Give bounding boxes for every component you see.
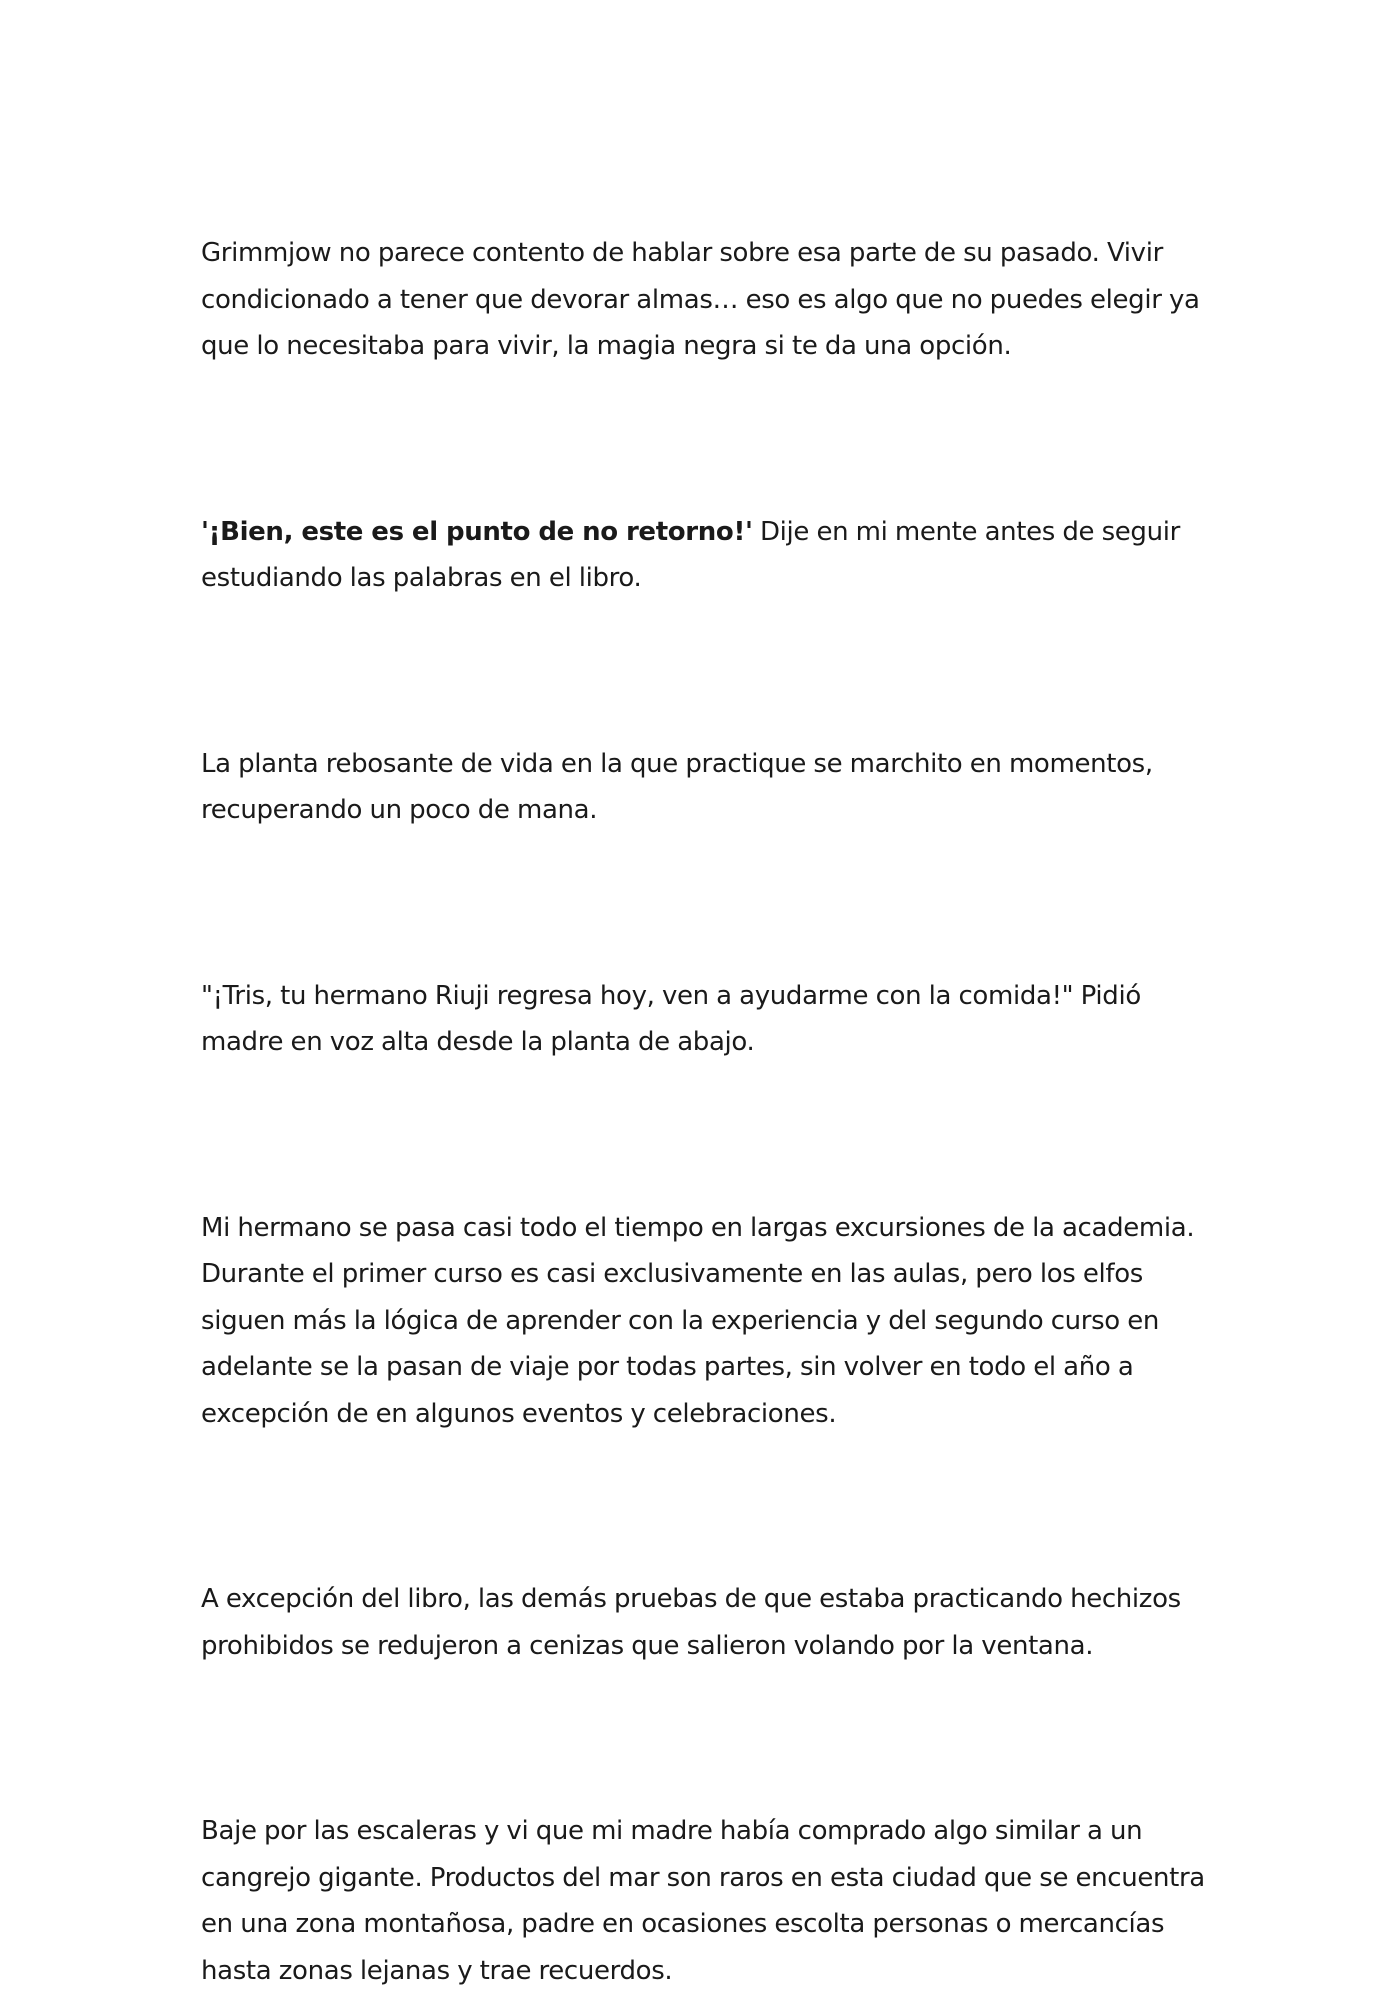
paragraph-7: [201, 1808, 1211, 1994]
paragraph-5-text: Mi hermano se pasa casi todo el tiempo en largas excursiones de la academia. Durante el primer curso es casi exclusivamente en las aulas, pero los elfos siguen más la lógica de aprender con la experiencia y del segundo curso en adelante se la pasan de viaje por todas partes, sin volver en todo el año a excepción de en algunos eventos y celebraciones.: [201, 1212, 1195, 1429]
paragraph-6-text: A excepción del libro, las demás pruebas de que estaba practicando hechizos prohibidos se redujeron a cenizas que salieron volando por la ventana.: [201, 1584, 1181, 1661]
paragraph-4-text: "¡Tris, tu hermano Riuji regresa hoy, ven a ayudarme con la comida!" Pidió madre en voz alta desde la planta de abajo.: [201, 980, 1141, 1057]
paragraph-3: [201, 741, 1211, 834]
paragraph-4: [201, 973, 1211, 1066]
paragraph-2-bold-thought: '¡Bien, este es el punto de no retorno!': [201, 516, 753, 547]
paragraph-7-text: Baje por las escaleras y vi que mi madre había comprado algo similar a un cangrejo gigante. Productos del mar son raros en esta ciudad que se encuentra en una zona montañosa, padre en ocasiones escolta personas o mercancías hasta zonas lejanas y trae recuerdos.: [201, 1816, 1205, 1986]
document-body: [201, 230, 1211, 1994]
paragraph-6: [201, 1576, 1211, 1669]
paragraph-3-text: La planta rebosante de vida en la que practique se marchito en momentos, recuperando un poco de mana.: [201, 748, 1153, 825]
paragraph-1-text: Grimmjow no parece contento de hablar sobre esa parte de su pasado. Vivir condicionado a tener que devorar almas… eso es algo que no puedes elegir ya que lo necesitaba para vivir, la magia negra si te da una opción.: [201, 238, 1200, 361]
paragraph-2-text: Dije en mi mente antes de seguir estudiando las palabras en el libro.: [201, 516, 1180, 593]
paragraph-1: [201, 230, 1211, 370]
paragraph-2: [201, 509, 1211, 602]
paragraph-5: [201, 1205, 1211, 1438]
